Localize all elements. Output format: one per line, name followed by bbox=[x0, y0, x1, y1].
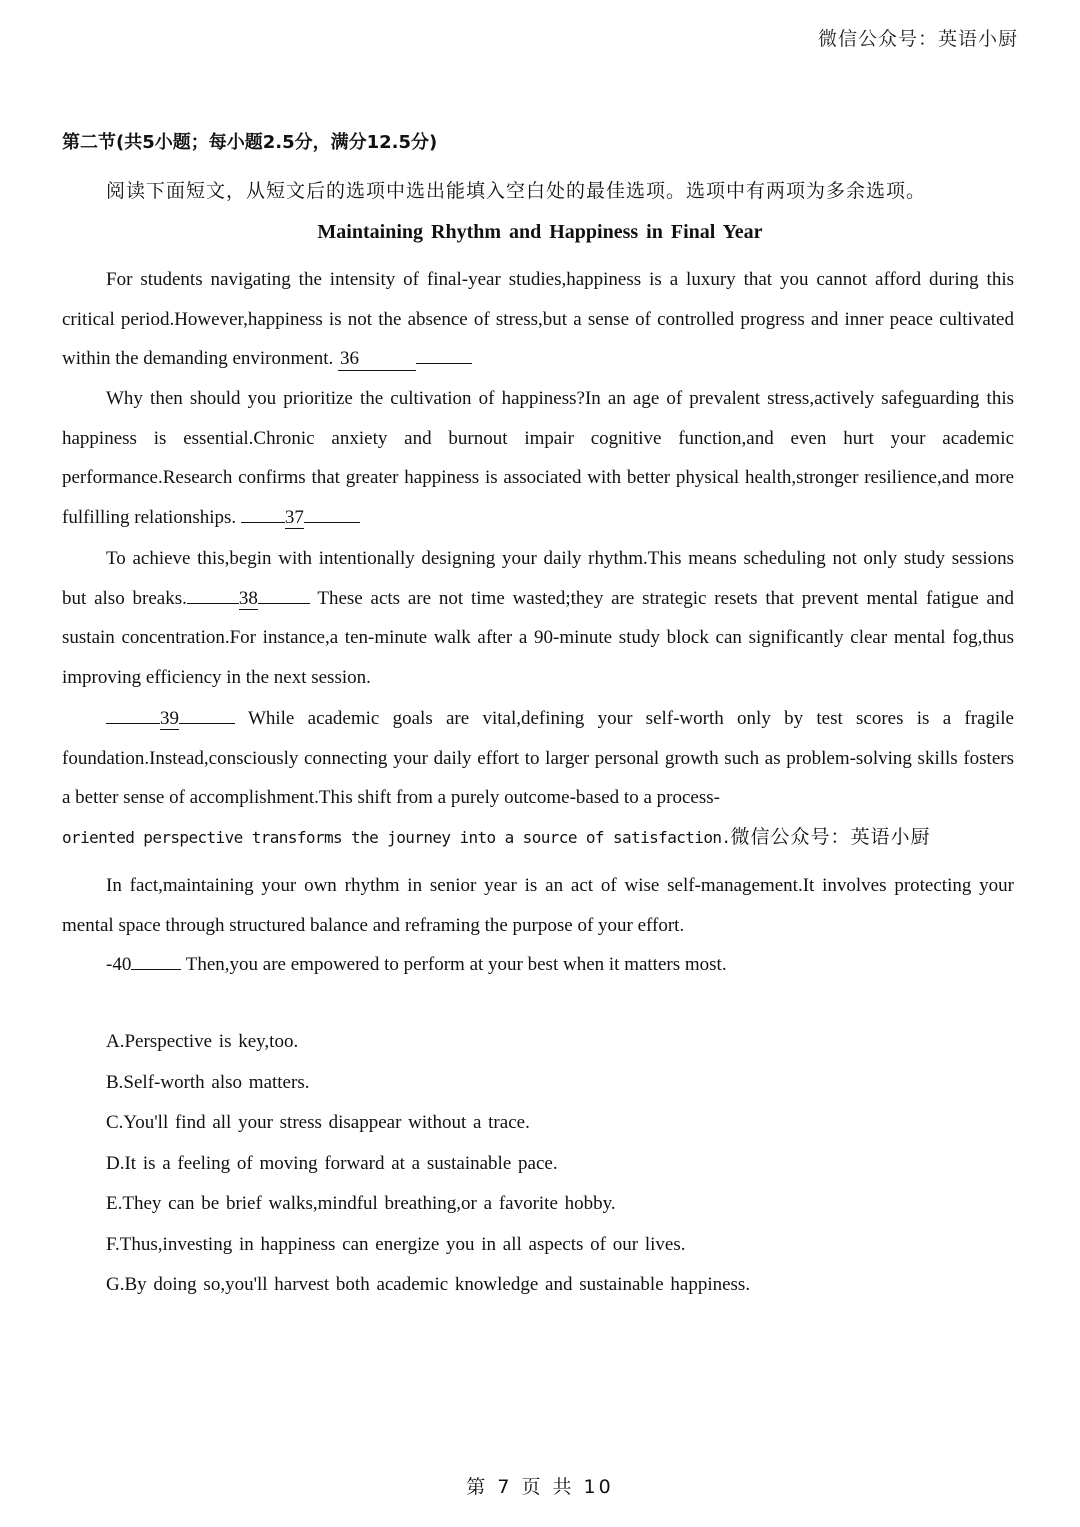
blank-36-number: 36 bbox=[339, 348, 359, 369]
blank-40 bbox=[131, 969, 181, 970]
blank-38-number: 38 bbox=[238, 587, 258, 609]
option-d: D.It is a feeling of moving forward at a sustainable pace. bbox=[106, 1152, 558, 1174]
blank-37-tail bbox=[304, 522, 360, 523]
blank-37 bbox=[241, 522, 285, 523]
paragraph-3-text-b: These acts are not time wasted;they are strategic resets that prevent mental fatigue and sustain concentration.For instance,a ten-minute walk after a 90-minute study block can significantly clear mental fog,thus improving efficiency in the next session. bbox=[62, 587, 1014, 688]
option-b: B.Self-worth also matters. bbox=[106, 1071, 310, 1093]
option-a: A.Perspective is key,too. bbox=[106, 1031, 299, 1052]
blank-39-number: 39 bbox=[160, 708, 179, 729]
paragraph-3 bbox=[62, 539, 1014, 697]
inline-watermark: 微信公众号：英语小厨 bbox=[730, 825, 931, 848]
blank-36 bbox=[338, 348, 416, 371]
page-footer: 第 7 页 共 10 bbox=[466, 1476, 614, 1498]
blank-36-tail bbox=[416, 363, 472, 364]
paragraph-5 bbox=[62, 866, 1014, 985]
blank-37-number: 37 bbox=[284, 506, 304, 528]
paragraph-5-text-a: In fact,maintaining your own rhythm in senior year is an act of wise self-management.It involves protecting your mental space through structured balance and reframing the purpose of your effort. bbox=[62, 875, 1014, 936]
blank-39 bbox=[106, 723, 160, 724]
paragraph-4-text-a: While academic goals are vital,defining your self-worth only by test scores is a fragile foundation.Instead,consciously connecting your daily effort to larger personal growth such as problem-solving skills fosters a better sense of accomplishment.This shift from a purely outcome-based to a process- bbox=[62, 708, 1014, 808]
option-c: C.You'll find all your stress disappear without a trace. bbox=[106, 1112, 530, 1133]
blank-38 bbox=[187, 603, 239, 604]
paragraph-2 bbox=[62, 379, 1014, 537]
blank-38-tail bbox=[258, 603, 310, 604]
paragraph-4-text-b: oriented perspective transforms the journey into a source of satisfaction. bbox=[62, 827, 731, 847]
option-g: G.By doing so,you'll harvest both academic knowledge and sustainable happiness. bbox=[106, 1274, 751, 1295]
section-instruction: 阅读下面短文，从短文后的选项中选出能填入空白处的最佳选项。选项中有两项为多余选项。 bbox=[106, 180, 927, 202]
option-f: F.Thus,investing in happiness can energize you in all aspects of our lives. bbox=[106, 1233, 686, 1255]
option-e: E.They can be brief walks,mindful breathing,or a favorite hobby. bbox=[106, 1193, 616, 1214]
paragraph-1-text: For students navigating the intensity of final-year studies,happiness is a luxury that you cannot afford during this critical period.However,happiness is not the absence of stress,but a sense of controlled progress and inner peace cultivated within the demanding environment. bbox=[62, 269, 1014, 369]
section-heading: 第二节(共5小题；每小题2.5分，满分12.5分) bbox=[62, 132, 438, 153]
blank-39-tail bbox=[179, 723, 235, 724]
option-list bbox=[106, 1024, 750, 1308]
paragraph-5-text-b: Then,you are empowered to perform at your best when it matters most. bbox=[185, 954, 727, 975]
header-watermark: 微信公众号：英语小厨 bbox=[817, 28, 1018, 50]
blank-40-number: -40 bbox=[106, 954, 132, 975]
passage-title: Maintaining Rhythm and Happiness in Final Year bbox=[317, 221, 763, 243]
paragraph-2-text: Why then should you prioritize the cultivation of happiness?In an age of prevalent stress,actively safeguarding this happiness is essential.Chronic anxiety and burnout impair cognitive function,and even hurt your academic performance.Research confirms that greater happiness is associated with better physical health,stronger resilience,and more fulfilling relationships. bbox=[62, 388, 1014, 528]
paragraph-1 bbox=[62, 260, 1014, 379]
paragraph-3-text-a: To achieve this,begin with intentionally designing your daily rhythm.This means scheduling not only study sessions but also breaks. bbox=[62, 548, 1014, 609]
paragraph-4 bbox=[62, 699, 1014, 857]
